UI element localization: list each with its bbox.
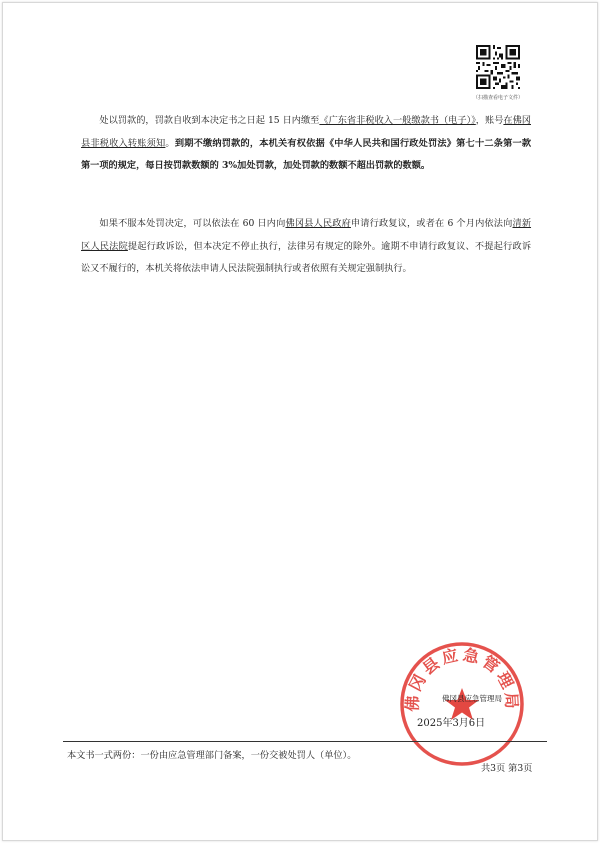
appeal-text-3: 提起行政诉讼，但本决定不停止执行，法律另有规定的除外。逾期不申请行政复议、不提起行政诉讼又不履行的，本机关将依法申请人民法院强制执行或者依照有关规定强制执行。 [81, 240, 532, 274]
copies-note: 本文书一式两份：一份由应急管理部门备案，一份交被处罚人（单位）。 [67, 750, 357, 761]
payment-text-2: ，账号 [475, 115, 504, 126]
account-notice-name: 在佛冈县非税收入转账须知 [81, 115, 531, 149]
qr-code-icon[interactable] [476, 45, 520, 89]
payment-text-1: 处以罚款的，罚款自收到本决定书之日起 15 日内缴至 [99, 115, 320, 126]
late-fee-clause: 到期不缴纳罚款的，本机关有权依据《中华人民共和国行政处罚法》第七十二条第一款第一项的规定，每日按罚款数额的 3%加处罚款，加处罚款的数额不超出罚款的数额。 [81, 137, 532, 171]
payment-paragraph [81, 110, 531, 178]
seal-issuer: 佛冈县应急管理局 [442, 694, 502, 703]
payment-text-3: 。 [165, 137, 175, 149]
footer-divider [63, 741, 547, 742]
appeal-text-2: 申请行政复议，或者在 6 个月内依法向 [350, 218, 513, 229]
qr-caption: （扫描查看电子文件） [472, 95, 523, 101]
seal-ring-text: 佛冈县应急管理局 [402, 644, 522, 713]
review-authority: 佛冈县人民政府 [285, 218, 351, 229]
document-page [2, 2, 598, 841]
appeal-text-1: 如果不服本处罚决定，可以依法在 60 日内向 [99, 218, 286, 229]
issue-date: 2025年3月6日 [417, 718, 486, 729]
court-name: 清新区人民法院 [81, 218, 532, 252]
payment-form-name: 《广东省非税收入一般缴款书（电子）》 [319, 115, 476, 126]
page-number: 共3页 第3页 [481, 763, 533, 774]
official-seal [399, 641, 525, 767]
appeal-paragraph [81, 213, 531, 281]
